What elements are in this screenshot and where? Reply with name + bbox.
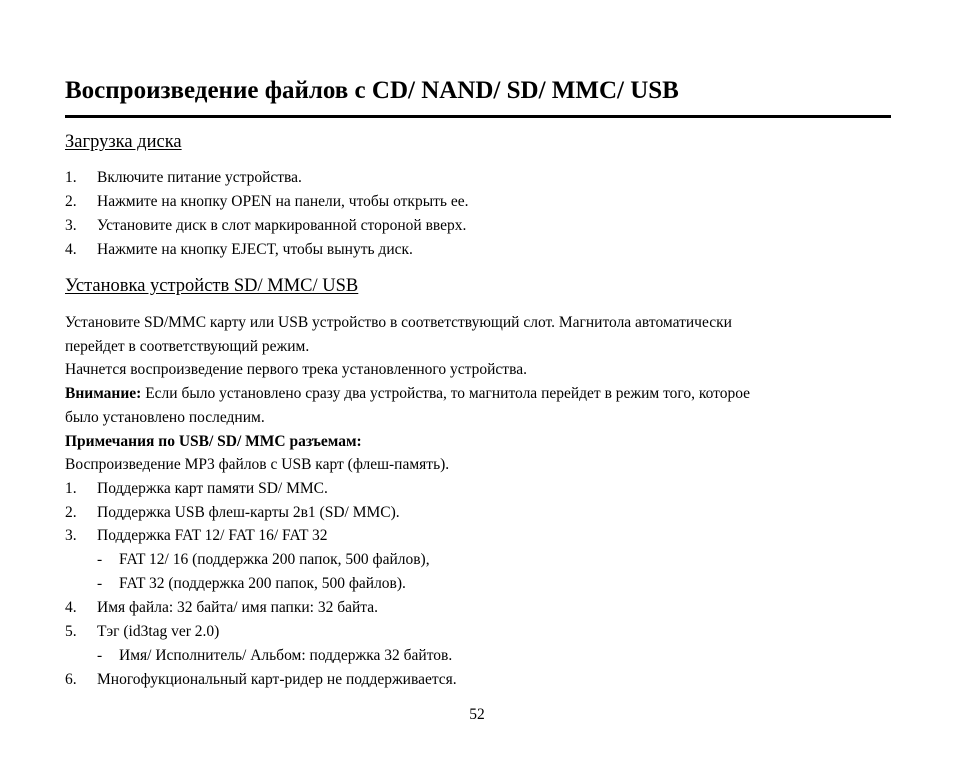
paragraph-line: Воспроизведение MP3 файлов с USB карт (флеш-память). [65, 456, 450, 473]
list-item: Нажмите на кнопку OPEN на панели, чтобы открыть ее. [97, 193, 469, 210]
section-heading-disc-loading: Загрузка диска [65, 132, 182, 152]
list-item-number: 1. [65, 169, 77, 186]
list-item: Поддержка USB флеш-карты 2в1 (SD/ MMC). [97, 504, 400, 521]
title-divider [65, 115, 891, 118]
list-item-number: 4. [65, 599, 77, 616]
list-item: Установите диск в слот маркированной стороной вверх. [97, 217, 467, 234]
list-item-number: 2. [65, 193, 77, 210]
list-item-number: 5. [65, 623, 77, 640]
warning-text: Если было установлено сразу два устройства, то магнитола перейдет в режим того, которое [141, 385, 751, 402]
list-item-number: 3. [65, 527, 77, 544]
notes-heading: Примечания по USB/ SD/ MMC разъемам: [65, 433, 362, 450]
paragraph-line: было установлено последним. [65, 409, 265, 426]
list-item-number: 4. [65, 241, 77, 258]
section-heading-device-install: Установка устройств SD/ MMC/ USB [65, 276, 359, 296]
list-item-number: 2. [65, 504, 77, 521]
list-item: Многофукциональный карт-ридер не поддерживается. [97, 671, 457, 688]
list-item: Тэг (id3tag ver 2.0) [97, 623, 220, 640]
list-item-number: 3. [65, 217, 77, 234]
page-title: Воспроизведение файлов с CD/ NAND/ SD/ MMC/ USB [65, 77, 679, 104]
list-item-number: 1. [65, 480, 77, 497]
paragraph-line: Начнется воспроизведение первого трека установленного устройства. [65, 361, 527, 378]
sub-item-dash: - [97, 575, 103, 592]
list-item: Поддержка FAT 12/ FAT 16/ FAT 32 [97, 527, 328, 544]
list-item: Нажмите на кнопку EJECT, чтобы вынуть диск. [97, 241, 413, 258]
warning-label: Внимание: [65, 385, 142, 402]
paragraph-line: Установите SD/MMC карту или USB устройство в соответствующий слот. Магнитола автоматически [65, 314, 732, 331]
sub-item-dash: - [97, 647, 103, 664]
sub-list-item: FAT 32 (поддержка 200 папок, 500 файлов). [119, 575, 406, 592]
list-item: Имя файла: 32 байта/ имя папки: 32 байта. [97, 599, 379, 616]
sub-item-dash: - [97, 551, 103, 568]
paragraph-line: перейдет в соответствующий режим. [65, 338, 310, 355]
list-item: Поддержка карт памяти SD/ MMC. [97, 480, 328, 497]
sub-list-item: FAT 12/ 16 (поддержка 200 папок, 500 файлов), [119, 551, 430, 568]
page-number: 52 [469, 706, 485, 723]
list-item-number: 6. [65, 671, 77, 688]
warning-paragraph [65, 384, 750, 404]
list-item: Включите питание устройства. [97, 169, 302, 186]
sub-list-item: Имя/ Исполнитель/ Альбом: поддержка 32 байтов. [119, 647, 453, 664]
